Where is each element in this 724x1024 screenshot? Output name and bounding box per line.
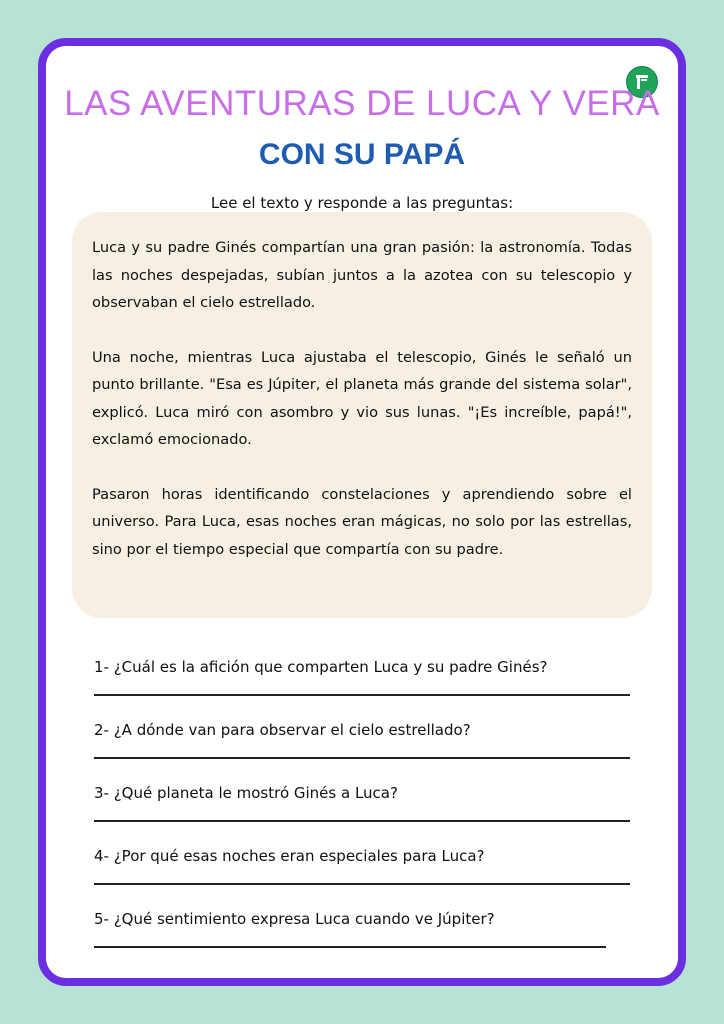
story-paragraph: Luca y su padre Ginés compartían una gran pasión: la astronomía. Todas las noches despejadas, subían juntos a la azotea con su telescopio y observaban el cielo estrellado. [92,239,632,311]
question-text: 1- ¿Cuál es la afición que comparten Luca y su padre Ginés? [94,658,548,676]
instructions: Lee el texto y responde a las preguntas: [210,194,514,212]
question-text: 4- ¿Por qué esas noches eran especiales para Luca? [94,847,485,865]
page-title: LAS AVENTURAS DE LUCA Y VERA [64,84,660,123]
question-item [94,658,634,721]
story-textbox [72,212,652,618]
question-text: 2- ¿A dónde van para observar el cielo estrellado? [94,721,471,739]
question-item [94,847,634,910]
question-item [94,910,634,973]
page-subtitle: CON SU PAPÁ [258,138,466,171]
question-item [94,721,634,784]
questions-list [94,658,634,973]
worksheet-card [38,38,686,986]
answer-line[interactable] [94,757,630,759]
question-item [94,784,634,847]
story-paragraph: Pasaron horas identificando constelaciones y aprendiendo sobre el universo. Para Luca, esas noches eran mágicas, no solo por las estrellas, sino por el tiempo especial que compartía con su padre. [92,485,632,558]
answer-line[interactable] [94,820,630,822]
question-text: 5- ¿Qué sentimiento expresa Luca cuando ve Júpiter? [94,910,495,928]
story-paragraph: Una noche, mientras Luca ajustaba el telescopio, Ginés le señaló un punto brillante. "Esa es Júpiter, el planeta más grande del sistema solar", explicó. Luca miró con asombro y vio sus lunas. "¡Es increíble, papá!", exclamó emocionado. [92,348,632,448]
question-text: 3- ¿Qué planeta le mostró Ginés a Luca? [94,784,398,802]
answer-line[interactable] [94,946,606,948]
answer-line[interactable] [94,883,630,885]
answer-line[interactable] [94,694,630,696]
